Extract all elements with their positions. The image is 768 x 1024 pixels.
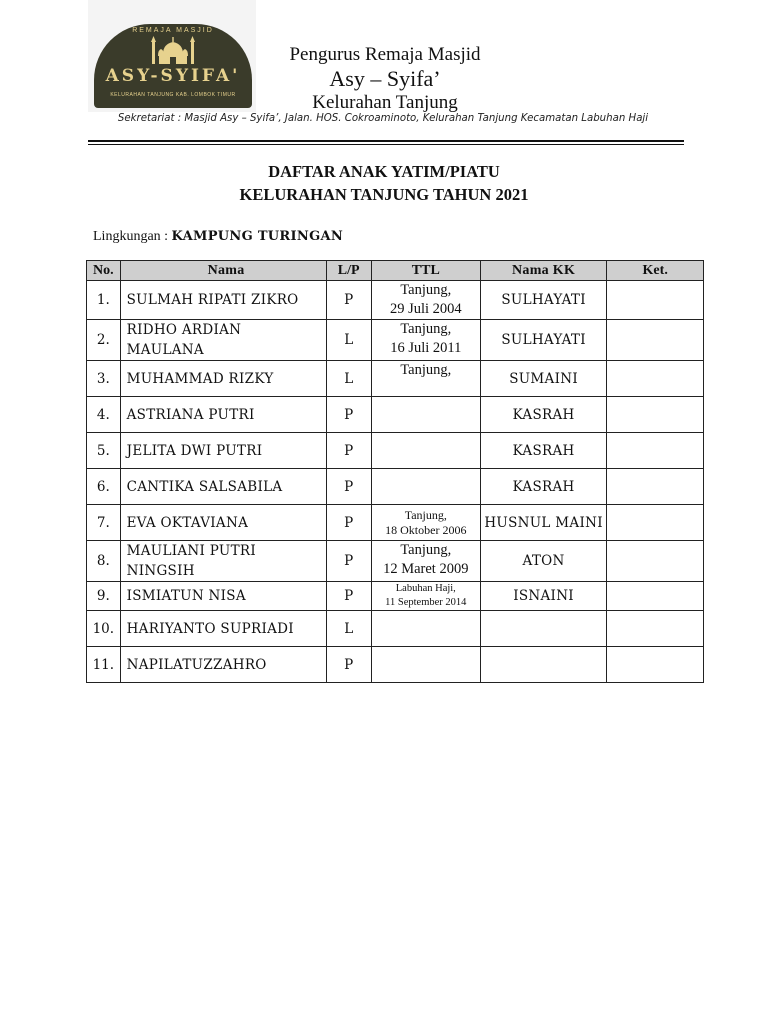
cell-nama — [120, 647, 326, 683]
cell-lp: P — [326, 582, 371, 611]
table-row — [87, 433, 704, 469]
cell-nama-kk: KASRAH — [480, 397, 607, 433]
cell-nama-kk: KASRAH — [480, 433, 607, 469]
cell-ket — [607, 541, 704, 582]
column-header-nama-kk: Nama KK — [480, 261, 607, 281]
cell-nama — [120, 281, 326, 320]
cell-no: 3. — [87, 361, 121, 397]
cell-nama — [120, 611, 326, 647]
document-title: DAFTAR ANAK YATIM/PIATU — [268, 162, 500, 181]
cell-ttl-place: Tanjung, — [400, 321, 452, 337]
cell-ttl — [371, 397, 480, 433]
cell-nama-line1: HARIYANTO SUPRIADI — [126, 620, 294, 637]
header-village: Kelurahan Tanjung — [312, 92, 458, 113]
lingkungan-label: Lingkungan : — [93, 229, 169, 244]
table-row — [87, 320, 704, 361]
lingkungan-line — [93, 229, 343, 245]
cell-ket — [607, 397, 704, 433]
cell-no: 7. — [87, 505, 121, 541]
cell-lp: P — [326, 505, 371, 541]
cell-nama-line1: CANTIKA SALSABILA — [126, 478, 283, 495]
cell-ket — [607, 505, 704, 541]
cell-nama — [120, 541, 326, 582]
cell-lp: P — [326, 469, 371, 505]
cell-ket — [607, 433, 704, 469]
cell-nama — [120, 320, 326, 361]
cell-no: 9. — [87, 582, 121, 611]
logo-arc-text: REMAJA MASJID — [132, 27, 214, 34]
cell-nama-kk: SULHAYATI — [480, 281, 607, 320]
cell-nama-line1: NAPILATUZZAHRO — [126, 656, 267, 673]
cell-lp: P — [326, 647, 371, 683]
secretariat-address: Sekretariat : Masjid Asy – Syifa’, Jalan. HOS. Cokroaminoto, Kelurahan Tanjung Kecamatan Labuhan Haji — [117, 113, 649, 124]
cell-ttl-date: 16 Juli 2011 — [390, 340, 462, 356]
cell-no: 11. — [87, 647, 121, 683]
cell-nama-line1: JELITA DWI PUTRI — [126, 442, 263, 459]
cell-ttl — [371, 505, 480, 541]
table-row — [87, 582, 704, 611]
cell-nama — [120, 397, 326, 433]
cell-ket — [607, 647, 704, 683]
cell-nama-line1: EVA OKTAVIANA — [126, 514, 249, 531]
cell-nama-line1: ASTRIANA PUTRI — [126, 406, 255, 423]
cell-lp: P — [326, 433, 371, 469]
cell-nama-kk — [480, 611, 607, 647]
cell-nama — [120, 582, 326, 611]
logo-name: ASY-SYIFA' — [105, 66, 241, 86]
cell-nama-line1: MAULIANI PUTRI — [126, 543, 256, 559]
cell-ttl — [371, 361, 480, 397]
cell-ket — [607, 611, 704, 647]
cell-no: 10. — [87, 611, 121, 647]
cell-ttl — [371, 469, 480, 505]
cell-no: 1. — [87, 281, 121, 320]
table-row — [87, 281, 704, 320]
cell-ttl-date: 29 Juli 2004 — [389, 301, 462, 317]
cell-lp: P — [326, 397, 371, 433]
table-row — [87, 647, 704, 683]
cell-nama-line1: SULMAH RIPATI ZIKRO — [126, 292, 299, 308]
cell-nama — [120, 433, 326, 469]
cell-lp: L — [326, 611, 371, 647]
cell-nama — [120, 361, 326, 397]
table-row — [87, 541, 704, 582]
organization-logo — [88, 0, 256, 112]
cell-ttl — [371, 647, 480, 683]
cell-nama-kk: KASRAH — [480, 469, 607, 505]
column-header-nama: Nama — [120, 261, 326, 281]
header-divider — [88, 140, 684, 142]
cell-nama-line2: MAULANA — [126, 342, 204, 358]
cell-nama — [120, 469, 326, 505]
cell-nama-kk: SULHAYATI — [480, 320, 607, 361]
cell-nama-kk — [480, 647, 607, 683]
cell-ket — [607, 320, 704, 361]
cell-nama-kk: ISNAINI — [480, 582, 607, 611]
table-row — [87, 361, 704, 397]
cell-ttl — [371, 320, 480, 361]
mosque-icon — [149, 36, 197, 68]
cell-lp: P — [326, 281, 371, 320]
table-row — [87, 469, 704, 505]
cell-ttl-date: 11 September 2014 — [385, 597, 467, 608]
table-header-row — [87, 261, 704, 281]
table-row — [87, 611, 704, 647]
cell-ttl — [371, 582, 480, 611]
column-header-ket: Ket. — [607, 261, 704, 281]
lingkungan-value: KAMPUNG TURINGAN — [171, 229, 344, 244]
column-header-ttl: TTL — [371, 261, 480, 281]
cell-no: 4. — [87, 397, 121, 433]
cell-ttl-place: Tanjung, — [404, 507, 447, 522]
cell-ket — [607, 281, 704, 320]
table-row — [87, 505, 704, 541]
column-header-no: No. — [87, 261, 121, 281]
document-subtitle: KELURAHAN TANJUNG TAHUN 2021 — [239, 185, 529, 204]
cell-no: 2. — [87, 320, 121, 361]
cell-nama-kk: SUMAINI — [480, 361, 607, 397]
cell-ket — [607, 361, 704, 397]
header-organization: Pengurus Remaja Masjid — [289, 44, 481, 65]
cell-nama-line1: MUHAMMAD RIZKY — [126, 370, 274, 387]
cell-nama-line1: ISMIATUN NISA — [126, 588, 246, 604]
logo-subtitle: KELURAHAN TANJUNG KAB. LOMBOK TIMUR — [110, 92, 236, 98]
cell-ttl-place: Tanjung, — [400, 362, 452, 378]
cell-nama — [120, 505, 326, 541]
cell-lp: P — [326, 541, 371, 582]
cell-nama-line1: RIDHO ARDIAN — [126, 322, 242, 338]
cell-no: 5. — [87, 433, 121, 469]
cell-ttl-date: 12 Maret 2009 — [383, 561, 469, 577]
cell-lp: L — [326, 361, 371, 397]
header-mosque-name: Asy – Syifa’ — [329, 66, 441, 91]
cell-ket — [607, 469, 704, 505]
logo-badge — [94, 24, 252, 108]
cell-ttl — [371, 281, 480, 320]
cell-no: 8. — [87, 541, 121, 582]
cell-ttl — [371, 433, 480, 469]
cell-nama-line2: NINGSIH — [126, 563, 195, 579]
cell-nama-kk: ATON — [480, 541, 607, 582]
cell-ttl — [371, 611, 480, 647]
orphan-table — [86, 260, 704, 683]
table-row — [87, 397, 704, 433]
cell-ttl-date: 18 Oktober 2006 — [385, 522, 467, 537]
column-header-lp: L/P — [326, 261, 371, 281]
cell-ttl — [371, 541, 480, 582]
cell-no: 6. — [87, 469, 121, 505]
cell-nama-kk: HUSNUL MAINI — [480, 505, 607, 541]
cell-ttl-place: Tanjung, — [400, 542, 452, 558]
cell-ket — [607, 582, 704, 611]
header-divider-thin — [88, 144, 684, 145]
cell-lp: L — [326, 320, 371, 361]
cell-ttl-place: Labuhan Haji, — [395, 583, 456, 594]
cell-ttl-place: Tanjung, — [400, 282, 452, 298]
